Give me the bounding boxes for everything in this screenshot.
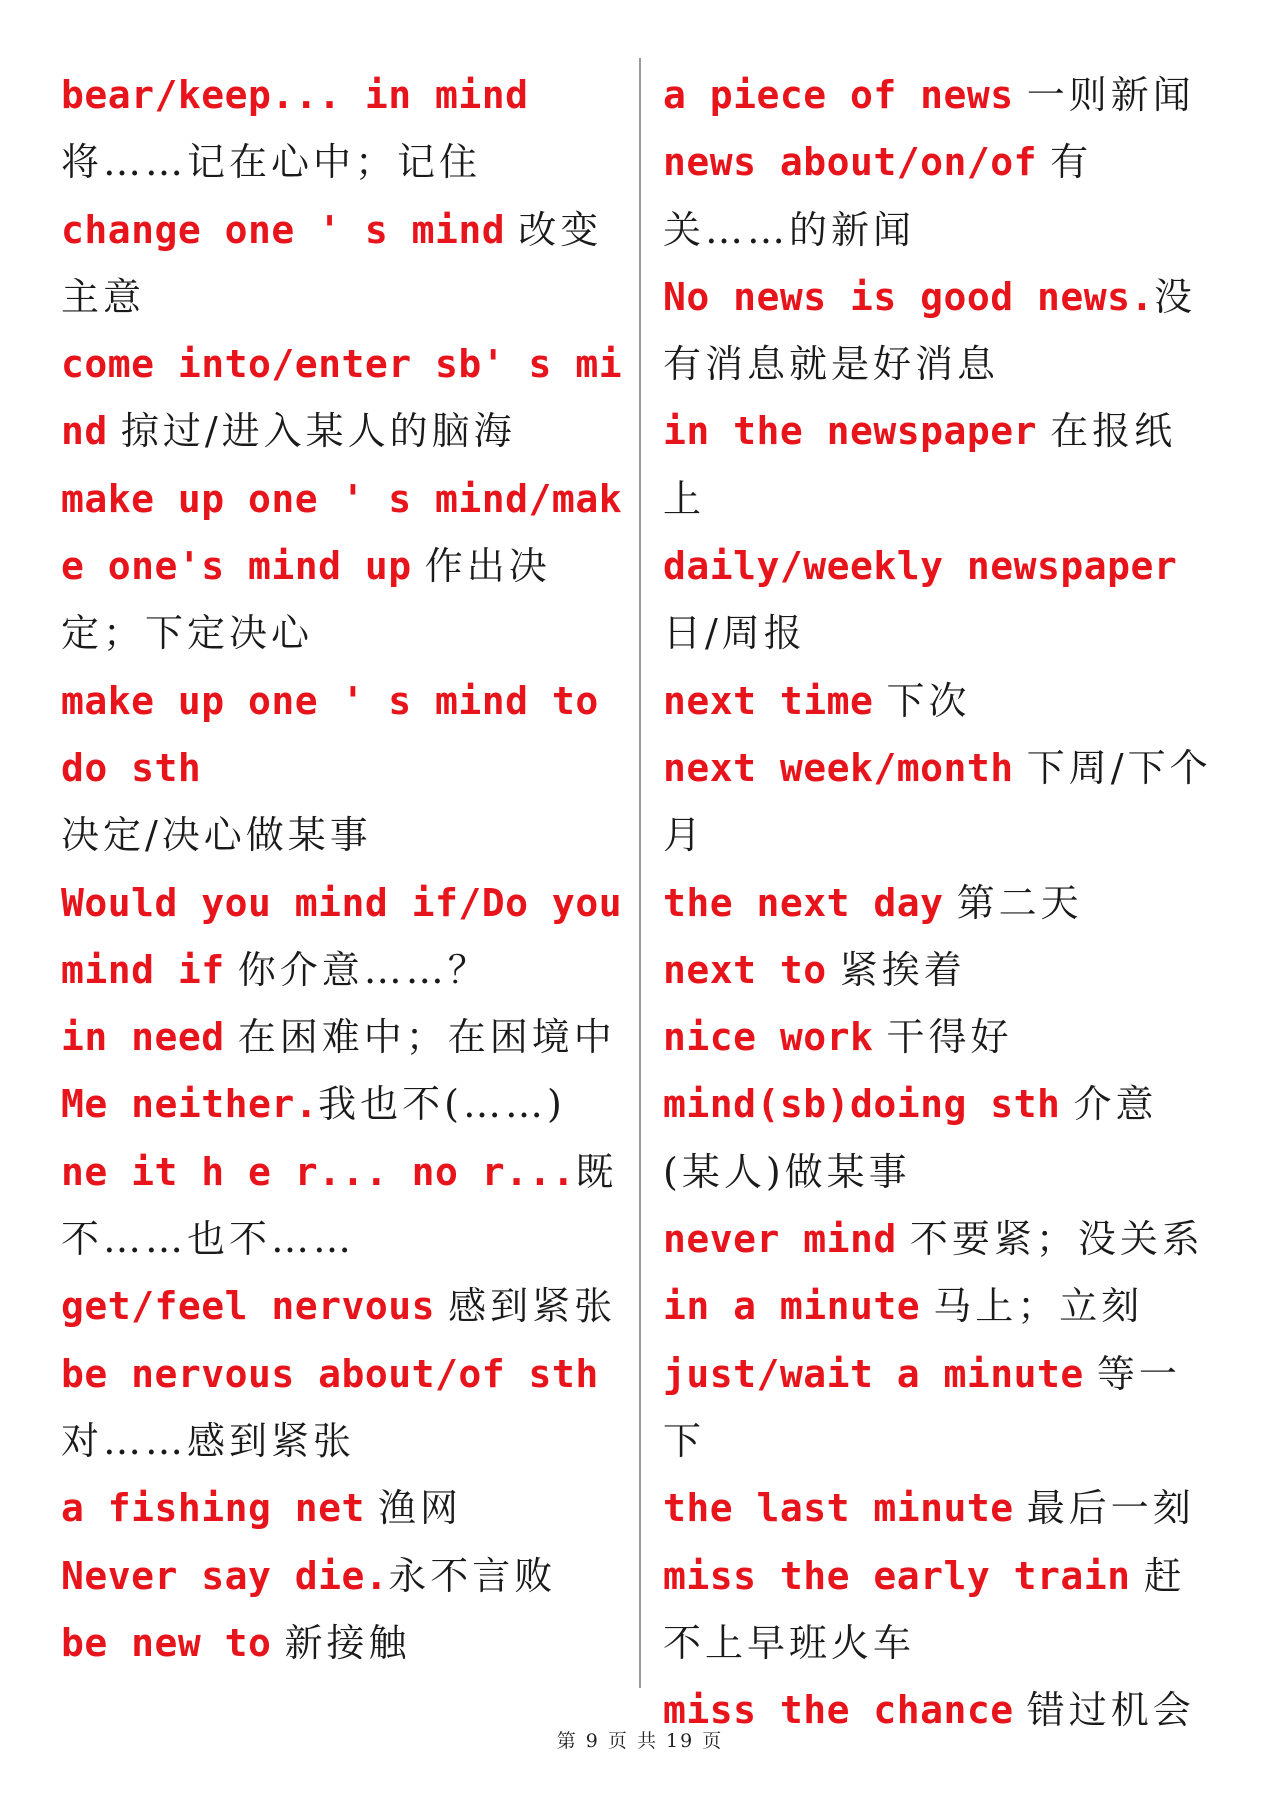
phrase-en: daily/weekly newspaper [663,544,1178,589]
entry [61,1610,627,1677]
phrase-zh: 作出决定；下定决心 [61,544,551,656]
phrase-en: a fishing net [61,1486,365,1531]
phrase-zh: 下次 [886,678,971,723]
phrase-zh: 第二天 [956,880,1083,925]
entry [61,870,627,1005]
entry [61,197,627,332]
entry [61,331,627,466]
phrase-en: miss the chance [663,1688,1014,1733]
phrase-zh: 将……记在心中；记住 [61,140,482,185]
phrase-en: in the newspaper [663,409,1038,454]
entry [663,937,1218,1004]
phrase-zh: 赶不上早班火车 [663,1553,1186,1665]
phrase-zh: 我也不(……) [318,1082,566,1127]
phrase-zh: 干得好 [886,1015,1013,1060]
phrase-zh: 一则新闻 [1026,73,1195,117]
phrase-zh: 对……感到紧张 [61,1418,356,1463]
phrase-en: nice work [663,1015,874,1060]
entry [61,1004,627,1071]
page-number-footer: 第 9 页 共 19 页 [556,1730,724,1752]
entry [663,735,1218,870]
phrase-en: mind(sb)doing sth [663,1082,1061,1127]
left-column [61,62,627,1677]
phrase-en: make up one ' s mind to do sth [61,678,599,790]
phrase-en: Would you mind if/Do you mind if [61,880,623,992]
phrase-zh: 在报纸上 [663,409,1177,521]
phrase-en: come into/enter sb' s mind [61,342,623,454]
phrase-zh: 紧挨着 [839,947,966,992]
phrase-zh: 感到紧张 [448,1284,617,1329]
phrase-zh: 下周/下个月 [663,745,1212,858]
phrase-en: next week/month [663,745,1014,790]
phrase-zh: 既不……也不…… [61,1149,618,1262]
phrase-en: Never say die. [61,1553,389,1598]
phrase-zh: 有关……的新闻 [663,140,1093,252]
phrase-en: be nervous about/of sth [61,1351,599,1396]
entry [663,1543,1218,1678]
phrase-zh: 掠过/进入某人的脑海 [120,409,516,454]
phrase-en: Me neither. [61,1082,319,1127]
phrase-en: the next day [663,880,944,925]
entry [663,1341,1218,1476]
entry [61,1475,627,1542]
phrase-en: bear/keep... in mind [61,73,529,117]
entry [61,1273,627,1340]
phrase-zh: 在困难中；在困境中 [237,1015,616,1060]
phrase-zh: 决定/决心做某事 [61,813,372,858]
phrase-en: change one ' s mind [61,207,506,252]
entry [663,62,1218,129]
entry [663,264,1218,399]
phrase-zh: 最后一刻 [1026,1486,1195,1531]
phrase-zh: 没有消息就是好消息 [663,274,1196,387]
phrase-en: next to [663,947,827,992]
entry [663,1206,1218,1273]
phrase-en: make up one ' s mind/make one's mind up [61,476,623,589]
phrase-zh: 介意(某人)做某事 [663,1082,1158,1194]
entry [663,533,1218,668]
phrase-en: next time [663,678,874,723]
phrase-en: news about/on/of [663,140,1038,185]
entry [663,1004,1218,1071]
entry [663,129,1218,264]
phrase-en: miss the early train [663,1553,1131,1598]
entry [663,1475,1218,1542]
entry [663,1273,1218,1340]
phrase-zh: 等一下 [663,1351,1181,1463]
phrase-zh: 错过机会 [1026,1688,1195,1733]
column-divider [639,58,641,1688]
entry [663,1071,1218,1206]
entry [61,1071,627,1138]
phrase-en: never mind [663,1217,897,1262]
phrase-zh: 渔网 [378,1486,463,1531]
phrase-en: get/feel nervous [61,1284,436,1329]
phrase-zh: 日/周报 [663,611,806,656]
phrase-en: be new to [61,1620,272,1665]
phrase-en: a piece of news [663,73,1014,117]
phrase-en: ne it h e r... no r... [61,1149,576,1194]
entry [663,870,1218,937]
phrase-zh: 马上；立刻 [933,1284,1144,1329]
entry [663,668,1218,735]
phrase-en: just/wait a minute [663,1351,1084,1396]
entry [61,668,627,870]
phrase-zh: 永不言败 [388,1553,557,1598]
phrase-en: in a minute [663,1284,921,1329]
phrase-zh: 你介意……？ [237,947,490,992]
entry [61,1543,627,1610]
phrase-en: in need [61,1015,225,1060]
entry [61,62,627,197]
entry [61,466,627,668]
phrase-zh: 不要紧；没关系 [909,1217,1204,1262]
phrase-zh: 新接触 [284,1620,411,1665]
phrase-zh: 改变主意 [61,207,603,319]
entry [61,1341,627,1476]
entry [61,1139,627,1274]
phrase-en: the last minute [663,1486,1014,1531]
entry [663,398,1218,533]
right-column [663,62,1218,1744]
phrase-en: No news is good news. [663,274,1154,319]
